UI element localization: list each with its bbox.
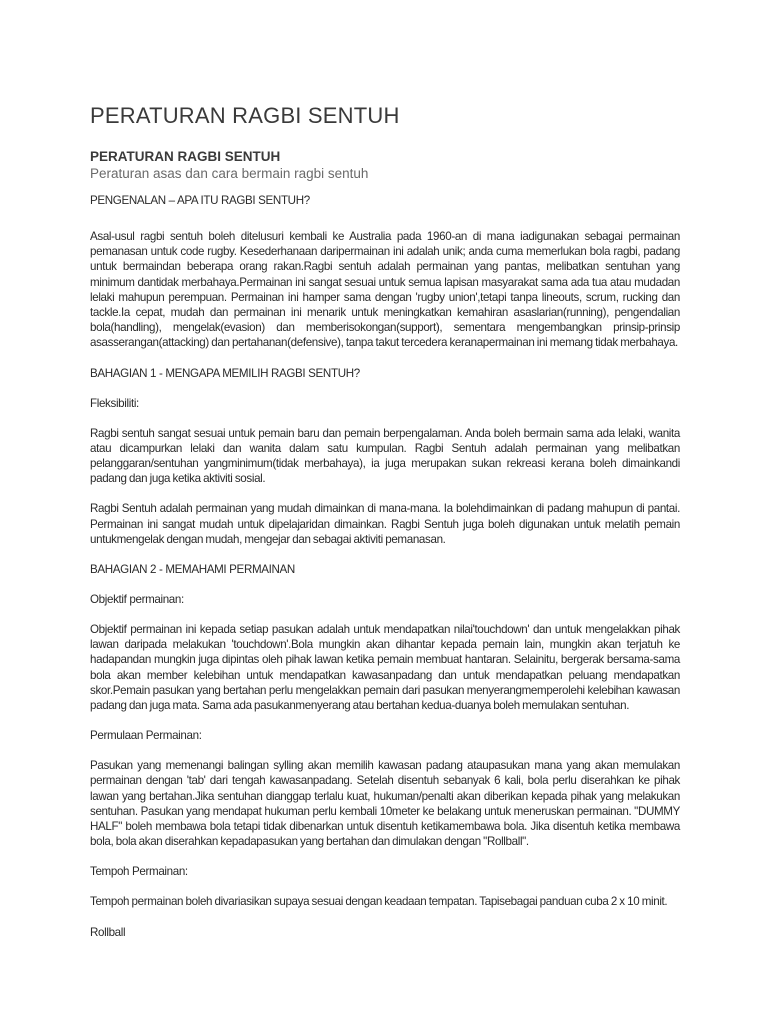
objective-paragraph: Objektif permainan ini kepada setiap pasukan adalah untuk mendapatkan nilai'touchdown' dan untuk mengelakkan pihak lawan daripada melakukan 'touchdown'.Bola mungkin akan dihantar kepada pemain lain, mungkin akan terjatuh ke hadapandan mungkin juga dipintas oleh pihak lawan ketika pemain membuat hantaran. Selainitu, bergerak bersama-sama bola akan member kelebihan untuk mendapatkan kawasanpadang dan untuk mendapatkan peluang mendapatkan skor.Pemain pasukan yang bertahan perlu mengelakkan pemain dari pasukan menyerangmemperolehi kelebihan kawasan padang dan juga mata. Sama ada pasukanmenyerang atau bertahan kedua-duanya boleh memulakan sentuhan.	[90, 623, 680, 713]
start-paragraph: Pasukan yang memenangi balingan sylling akan memilih kawasan padang ataupasukan mana yang akan memulakan permainan dengan 'tab' dari tengah kawasanpadang. Setelah disentuh sebanyak 6 kali, bola perlu diserahkan ke pihak lawan yang bertahan.Jika sentuhan dianggap terlalu kuat, hukuman/penalti akan diberikan kepada pihak yang melakukan sentuhan. Pasukan yang mendapat hukuman perlu kembali 10meter ke belakang untuk meneruskan permainan. "DUMMY HALF" boleh membawa bola tetapi tidak dibenarkan untuk disentuh ketikamembawa bola. Jika disentuh ketika membawa bola, bola akan diserahkan kepadapasukan yang bertahan dan dimulakan dengan "Rollball".	[90, 759, 680, 849]
document-description: Peraturan asas dan cara bermain ragbi sentuh	[90, 166, 369, 181]
intro-paragraph: Asal-usul ragbi sentuh boleh ditelusuri kembali ke Australia pada 1960-an di mana iadigunakan sebagai permainan pemanasan untuk code rugby. Kesederhanaan daripermainan ini adalah unik; anda cuma memerlukan bola ragbi, padang untuk bermaindan beberapa orang rakan.Ragbi sentuh adalah permainan yang pantas, melibatkan sentuhan yang minimum dantidak merbahaya.Permainan ini sangat sesuai untuk semua lapisan masyarakat sama ada tua atau mudadan lelaki mahupun perempuan. Permainan ini hamper sama dengan 'rugby union',tetapi tanpa lineouts, scrum, rucking dan tackle.Ia cepat, mudah dan permainan ini menarik untuk meningkatkan kemahiran asaslarian(running), pengendalian bola(handling), mengelak(evasion) dan memberisokongan(support), sementara mengembangkan prinsip-prinsip asasserangan(attacking) dan pertahanan(defensive), tanpa takut tercedera keranapermainan ini memang tidak merbahaya.	[90, 230, 680, 350]
intro-heading: PENGENALAN – APA ITU RAGBI SENTUH?	[90, 194, 310, 207]
section2-heading: BAHAGIAN 2 - MEMAHAMI PERMAINAN	[90, 563, 295, 577]
section1-paragraph-2: Ragbi Sentuh adalah permainan yang mudah dimainkan di mana-mana. Ia bolehdimainkan di padang mahupun di pantai. Permainan ini sangat mudah untuk dipelajaridan dimainkan. Ragbi Sentuh juga boleh digunakan untuk melatih pemain untukmengelak dengan mudah, mengejar dan sebagai aktiviti pemanasan.	[90, 502, 680, 546]
start-label: Permulaan Permainan:	[90, 729, 202, 743]
section1-paragraph-1: Ragbi sentuh sangat sesuai untuk pemain baru dan pemain berpengalaman. Anda boleh bermain sama ada lelaki, wanita atau dicampurkan lelaki dan wanita dalam satu kumpulan. Ragbi Sentuh adalah permainan yang melibatkan pelanggaran/sentuhan yangminimum(tidak merbahaya), ia juga merupakan sukan rekreasi kerana boleh dimainkandi padang dan juga ketika aktiviti sosial.	[90, 426, 680, 486]
document-subtitle: PERATURAN RAGBI SENTUH	[90, 149, 281, 164]
duration-paragraph: Tempoh permainan boleh divariasikan supaya sesuai dengan keadaan tempatan. Tapisebagai panduan cuba 2 x 10 minit.	[90, 895, 668, 909]
section1-label: Fleksibiliti:	[90, 396, 139, 410]
rollball-label: Rollball	[90, 925, 126, 939]
document-title: PERATURAN RAGBI SENTUH	[90, 103, 400, 128]
duration-label: Tempoh Permainan:	[90, 865, 188, 879]
section1-heading: BAHAGIAN 1 - MENGAPA MEMILIH RAGBI SENTUH?	[90, 366, 360, 380]
objective-label: Objektif permainan:	[90, 593, 184, 607]
document-page	[90, 103, 680, 955]
